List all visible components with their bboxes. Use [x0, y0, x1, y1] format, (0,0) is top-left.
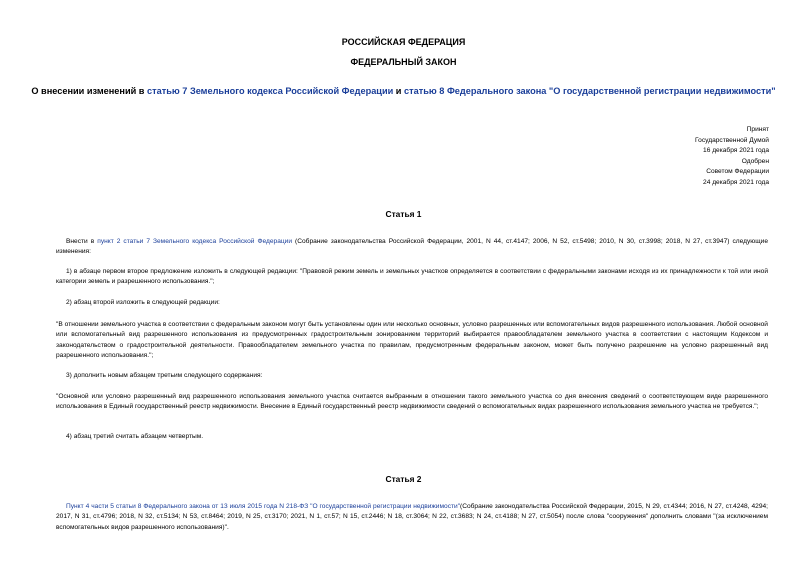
subtitle-mid: и — [393, 86, 405, 96]
adoption-line: Советом Федерации — [706, 168, 769, 176]
intro-post: (Собрание законодательства Российской Федерации, 2001, N 44, ст.4147; 2006, N 52, ст.5498; 2010, N 30, ст.3998; 2018, N 27, ст.3947) следующие изменения: — [56, 238, 768, 256]
adoption-info — [549, 125, 769, 189]
article-1-item-1: 1) в абзаце первом второе предложение изложить в следующей редакции: "Правовой режим земель и земельных участков определяется в соответствии с федеральными законами исходя из их принадлежности к той или иной категории земель и разрешенного использования."; — [56, 268, 768, 286]
law-subtitle — [0, 86, 807, 96]
article-1-item-3: 3) дополнить новым абзацем третьим следующего содержания: — [66, 372, 263, 379]
article-2-text — [56, 502, 768, 533]
article-2-heading: Статья 2 — [385, 474, 422, 484]
article-1-item-2: 2) абзац второй изложить в следующей редакции: — [66, 299, 220, 306]
intro-pre: Внести в — [66, 238, 98, 245]
land-code-article-link[interactable]: статью 7 Земельного кодекса Российской Федерации — [147, 86, 394, 96]
adoption-line: Принят — [746, 126, 769, 133]
article-1-item-4: 4) абзац третий считать абзацем четвертым. — [66, 433, 204, 440]
article-2-post: (Собрание законодательства Российской Федерации, 2015, N 29, ст.4344; 2016, N 27, ст.4248, 4294; 2017, N 31, ст.4796; 2018, N 32, ст.5134; N 53, ст.8464; 2019, N 25, ст.3170; 2021, N 1, ст.57; N 15, ст.2446; N 18, ст.3064; N 22, ст.3683; N 24, ст.4188; N 27, ст.5054) после слова "сооружения" дополнить словами "(за исключением вспомогательных видов разрешенного использования)". — [56, 503, 768, 531]
adoption-line: Одобрен — [741, 157, 769, 165]
article-1-heading: Статья 1 — [385, 209, 422, 219]
registration-law-article-link[interactable]: статью 8 Федерального закона "О государственной регистрации недвижимости" — [404, 86, 776, 96]
subtitle-pre: О внесении изменений в — [31, 86, 148, 96]
law-type-title: ФЕДЕРАЛЬНЫЙ ЗАКОН — [350, 57, 457, 67]
article-1-intro — [56, 237, 768, 258]
adoption-line: Государственной Думой — [695, 136, 769, 144]
land-code-point-link[interactable]: пункт 2 статьи 7 Земельного кодекса Российской Федерации — [97, 238, 293, 245]
registration-law-point-link[interactable]: Пункт 4 части 5 статьи 8 Федерального закона от 13 июля 2015 года N 218-ФЗ "О государственной регистрации недвижимости" — [66, 503, 461, 510]
article-1-quote-3: "Основной или условно разрешенный вид разрешенного использования земельного участка считается выбранным в отношении такого земельного участка со дня внесения сведений о соответствующем виде разрешенного использования в Единый государственный реестр недвижимости. Внесение в Единый государственный реестр недвижимости сведений о вспомогательных видах разрешенного использования земельного участка не требуется."; — [56, 393, 768, 411]
country-title: РОССИЙСКАЯ ФЕДЕРАЦИЯ — [341, 37, 466, 47]
adoption-line: 16 декабря 2021 года — [703, 147, 769, 155]
article-1-quote-2: "В отношении земельного участка в соответствии с федеральным законом могут быть установлены один или несколько основных, условно разрешенных или вспомогательных видов разрешенного использования. Любой основной или вспомогательный вид разрешенного использования из предусмотренных градостроительным зонированием территорий выбирается правообладателем земельного участка в соответствии с настоящим Кодексом и законодательством о градостроительной деятельности. Правообладателем земельного участка по правилам, предусмотренным федеральным законом, может быть получено разрешение на условно разрешенный вид разрешенного использования."; — [56, 321, 768, 360]
adoption-line: 24 декабря 2021 года — [703, 178, 769, 186]
